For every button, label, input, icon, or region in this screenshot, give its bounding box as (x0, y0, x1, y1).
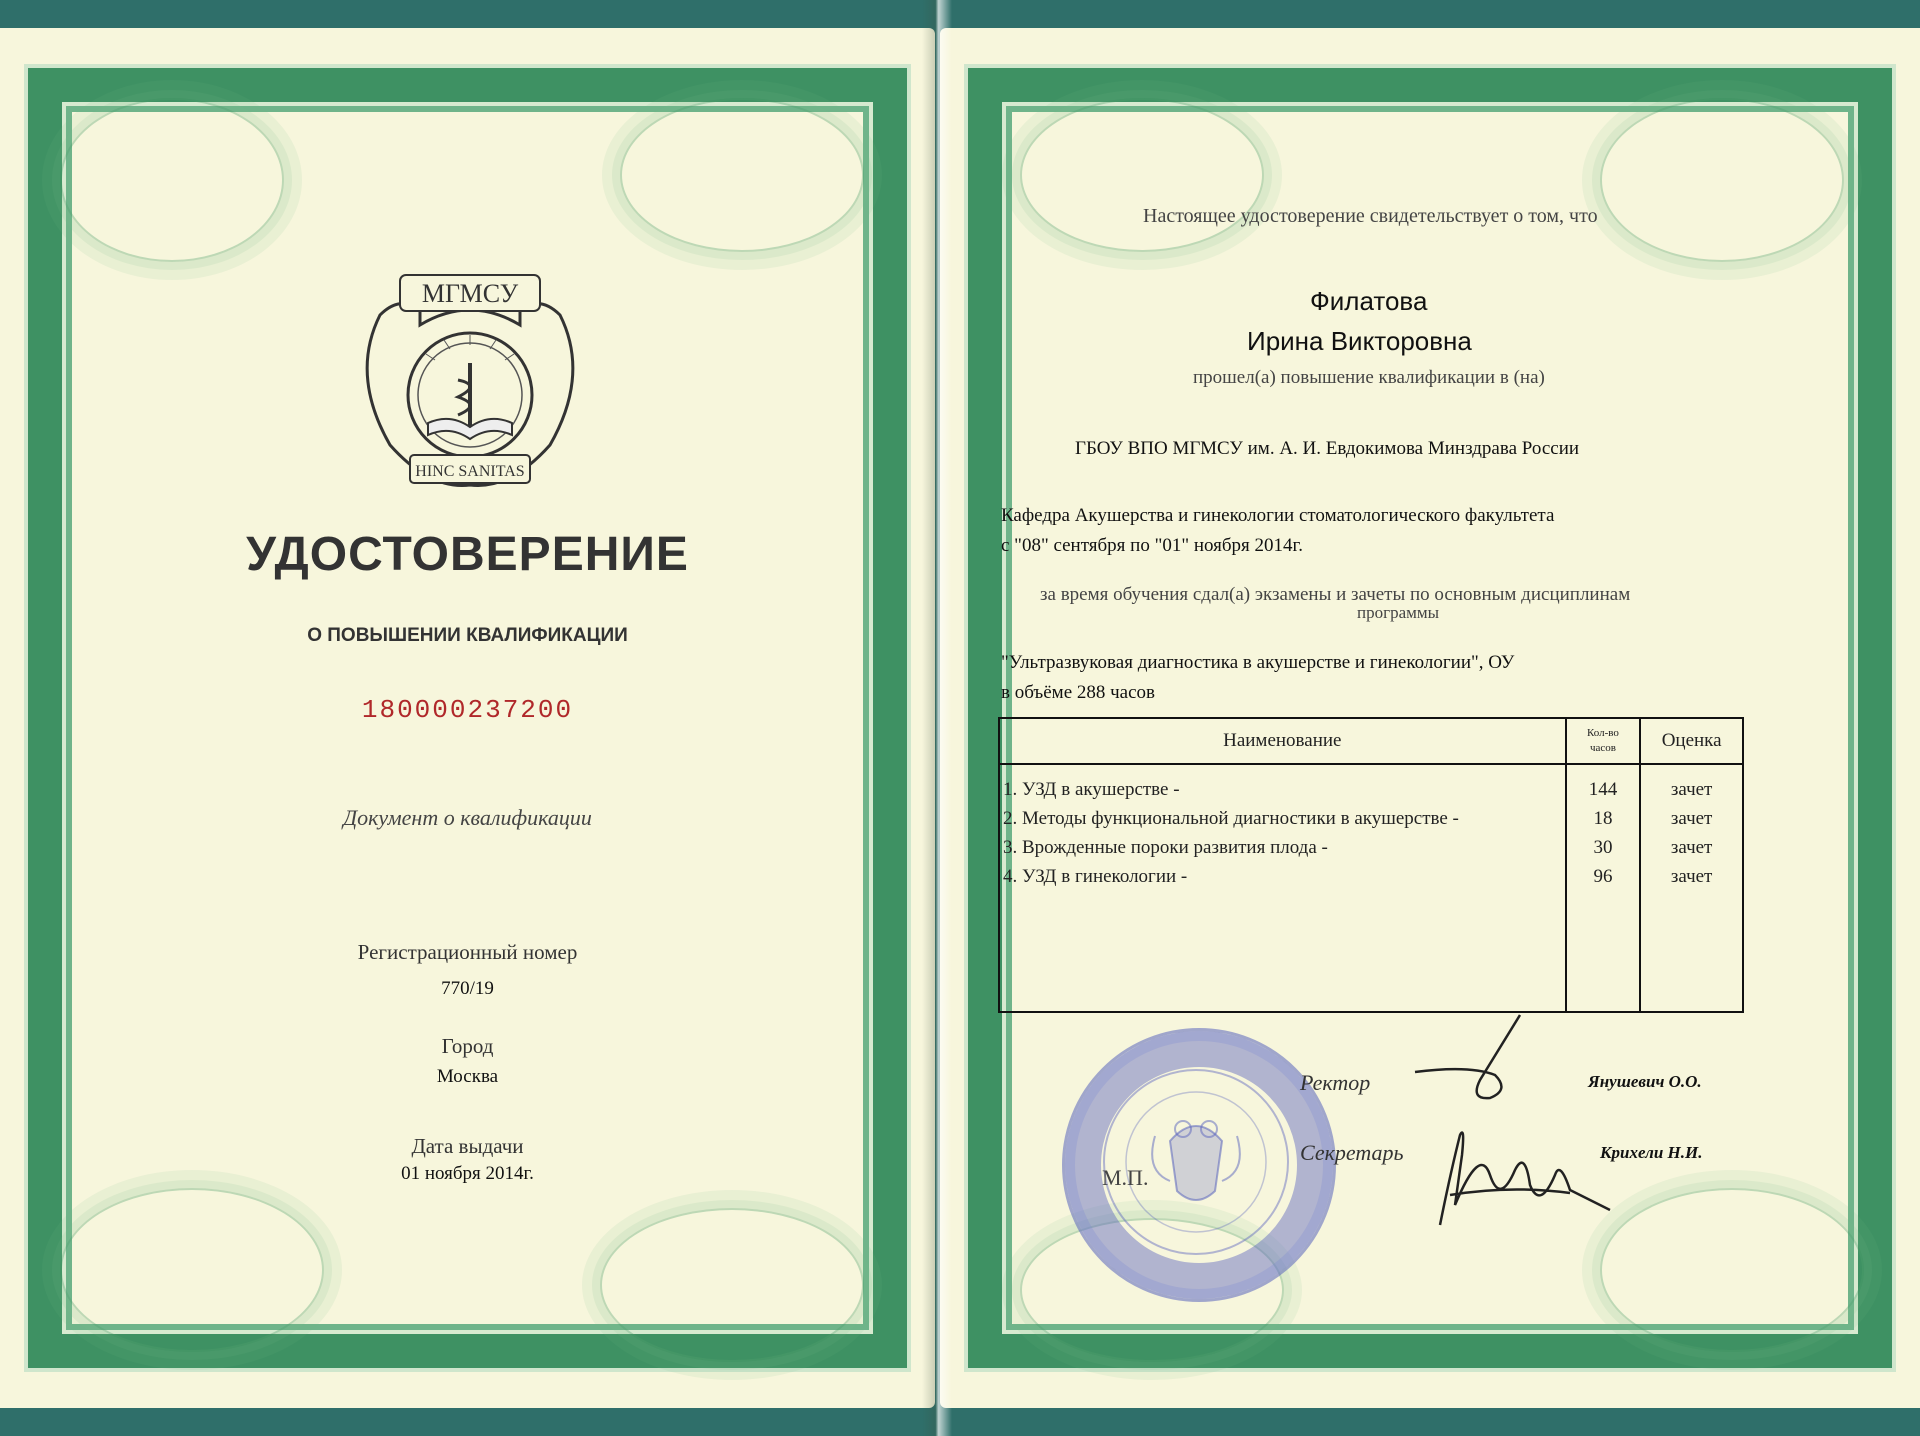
city-value: Москва (436, 1066, 499, 1087)
subject-hours (1566, 764, 1641, 1012)
table-row-grade: зачет (1670, 866, 1713, 887)
subject-grades (1640, 764, 1743, 1012)
header-grade: Оценка (1640, 718, 1743, 764)
issue-date: 01 ноября 2014г. (401, 1163, 534, 1184)
program-volume: в объёме 288 часов (1001, 682, 1156, 703)
table-row-hours: 96 (1593, 866, 1613, 887)
table-row-hours: 144 (1588, 779, 1618, 800)
emblem-motto: HINC SANITAS (415, 463, 525, 480)
secretary-name: Крихели Н.И. (1600, 1143, 1703, 1162)
issue-date-label: Дата выдачи (411, 1134, 524, 1158)
guilloche-ornament (60, 1188, 324, 1352)
registration-label: Регистрационный номер (357, 940, 578, 964)
stamp-place-label: М.П. (1102, 1165, 1149, 1190)
secretary-signature (1420, 1115, 1620, 1235)
subject-names (999, 764, 1566, 1012)
table-row-grade: зачет (1670, 837, 1713, 858)
guilloche-ornament (620, 98, 864, 252)
table-row-name: 4. УЗД в гинекологии - (1003, 866, 1188, 887)
exams-text-cont: программы (1357, 603, 1440, 622)
study-period: с "08" сентября по "01" ноября 2014г. (1001, 535, 1303, 556)
certificate-title: УДОСТОВЕРЕНИЕ (246, 528, 689, 581)
intro-text: Настоящее удостоверение свидетельствует о том, что (1143, 205, 1598, 227)
program-title: "Ультразвуковая диагностика в акушерстве и гинекологии", ОУ (1001, 652, 1515, 673)
subjects-table (998, 717, 1744, 1013)
guilloche-ornament (600, 1208, 864, 1362)
rector-label: Ректор (1300, 1070, 1371, 1095)
header-name: Наименование (999, 718, 1566, 764)
guilloche-ornament (1600, 1188, 1864, 1352)
table-row-grade: зачет (1670, 779, 1713, 800)
rector-name: Янушевич О.О. (1588, 1072, 1702, 1091)
table-row-name: 3. Врожденные пороки развития плода - (1003, 837, 1328, 858)
exams-text: за время обучения сдал(а) экзамены и зачеты по основным дисциплинам (1040, 584, 1631, 605)
book-gutter (922, 0, 952, 1436)
table-row-hours: 30 (1593, 837, 1613, 858)
guilloche-ornament (60, 98, 284, 262)
header-hours (1566, 718, 1641, 764)
table-row-hours: 18 (1593, 808, 1613, 829)
emblem-top-text: МГМСУ (421, 279, 519, 308)
secretary-label: Секретарь (1300, 1140, 1404, 1165)
holder-first-middle-name: Ирина Викторовна (1247, 326, 1472, 356)
document-number: 180000237200 (361, 695, 574, 725)
document-type: Документ о квалификации (343, 805, 592, 830)
guilloche-ornament (1020, 98, 1264, 252)
table-row-grade: зачет (1670, 808, 1713, 829)
institution-name: ГБОУ ВПО МГМСУ им. А. И. Евдокимова Минздрава России (1075, 438, 1580, 459)
table-row-name: 2. Методы функциональной диагностики в акушерстве - (1003, 808, 1459, 829)
guilloche-ornament (1600, 98, 1844, 262)
table-row-name: 1. УЗД в акушерстве - (1003, 779, 1180, 800)
holder-last-name: Филатова (1310, 286, 1428, 316)
city-label: Город (441, 1034, 494, 1058)
department-name: Кафедра Акушерства и гинекологии стоматологического факультета (1001, 505, 1555, 526)
header-hours-line1: Кол-во (1586, 727, 1619, 739)
completed-text: прошел(а) повышение квалификации в (на) (1193, 367, 1545, 388)
certificate-subtitle: О ПОВЫШЕНИИ КВАЛИФИКАЦИИ (307, 625, 628, 646)
registration-number: 770/19 (441, 978, 494, 999)
university-emblem (340, 255, 600, 495)
header-hours-line2: часов (1589, 742, 1616, 754)
rector-signature (1410, 1010, 1550, 1110)
